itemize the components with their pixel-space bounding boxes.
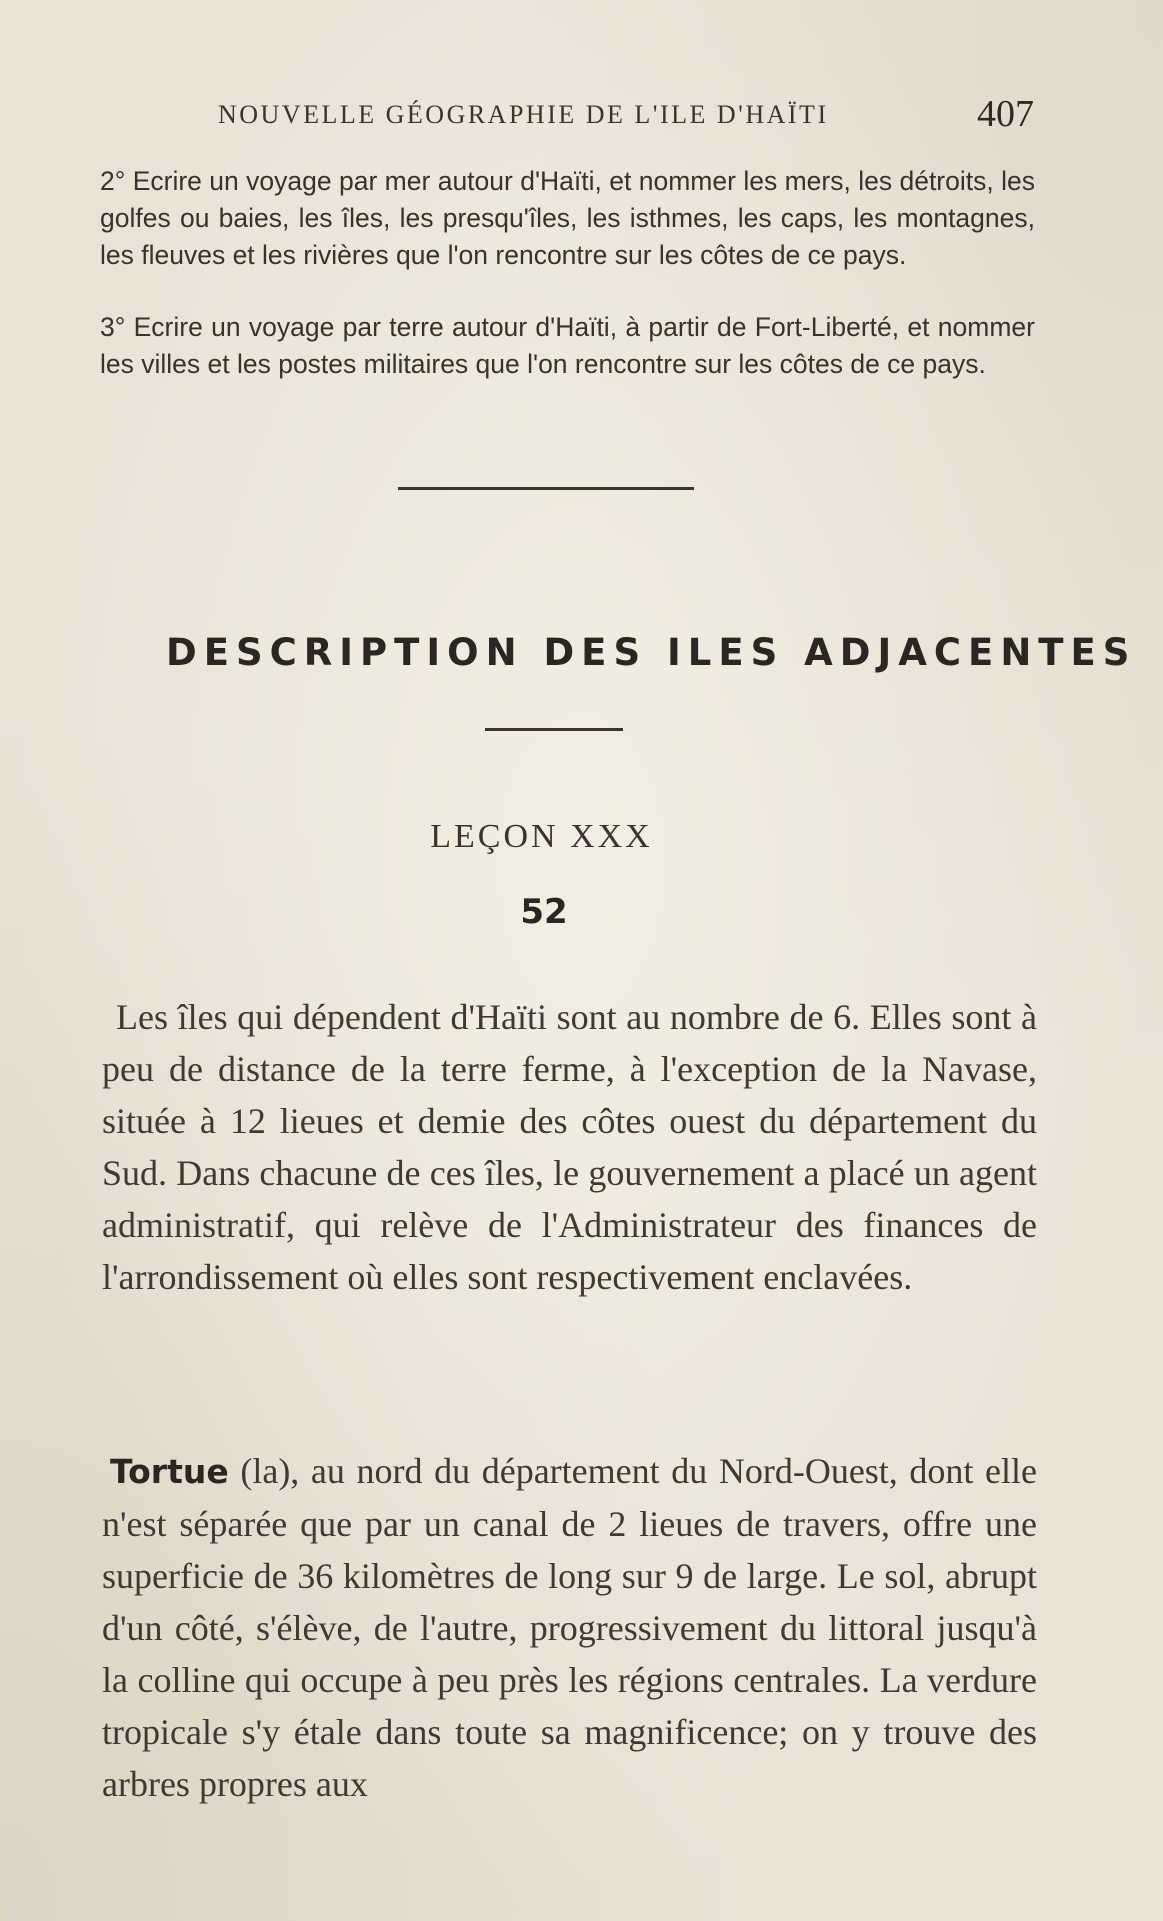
paragraph-number: 52 [520, 892, 568, 932]
intro-paragraph: Les îles qui dépendent d'Haïti sont au nombre de 6. Elles sont à peu de distance de la terre ferme, à l'exception de la Navase, située à 12 lieues et demie des côtes ouest du département du Sud. Dans chacune de ces îles, le gouvernement a placé un agent administratif, qui relève de l'Administrateur des finances de l'arrondissement où elles sont respectivement enclavées. [102, 997, 1037, 1297]
running-head [218, 93, 1038, 136]
section-divider [398, 487, 694, 490]
section-title: DESCRIPTION DES ILES ADJACENTES [166, 631, 1137, 674]
page-number: 407 [977, 93, 1034, 135]
exercise-item: 3° Ecrire un voyage par terre autour d'Haïti, à partir de Fort-Liberté, et nommer les villes et les postes militaires que l'on rencontre sur les côtes de ce pays. [100, 312, 1035, 379]
running-title: NOUVELLE GÉOGRAPHIE DE L'ILE D'HAÏTI [218, 100, 829, 129]
tortue-description: (la), au nord du département du Nord-Ouest, dont elle n'est séparée que par un canal de 2 lieues de travers, offre une superficie de 36 kilomètres de long sur 9 de large. Le sol, abrupt d'un côté, s'élève, de l'autre, progressivement du littoral jusqu'à la colline qui occupe à peu près les régions centrales. La verdure tropicale s'y étale dans toute sa magnificence; on y trouve des arbres propres aux [102, 1451, 1037, 1804]
tortue-paragraph [102, 1445, 1037, 1810]
tortue-term: Tortue [110, 1452, 229, 1491]
title-divider [485, 728, 623, 731]
exercise-item: 2° Ecrire un voyage par mer autour d'Haïti, et nommer les mers, les détroits, les golfes ou baies, les îles, les presqu'îles, les isthmes, les caps, les montagnes, les fleuves et les rivières que l'on rencontre sur les côtes de ce pays. [100, 166, 1035, 270]
lesson-title: LEÇON XXX [430, 818, 653, 855]
